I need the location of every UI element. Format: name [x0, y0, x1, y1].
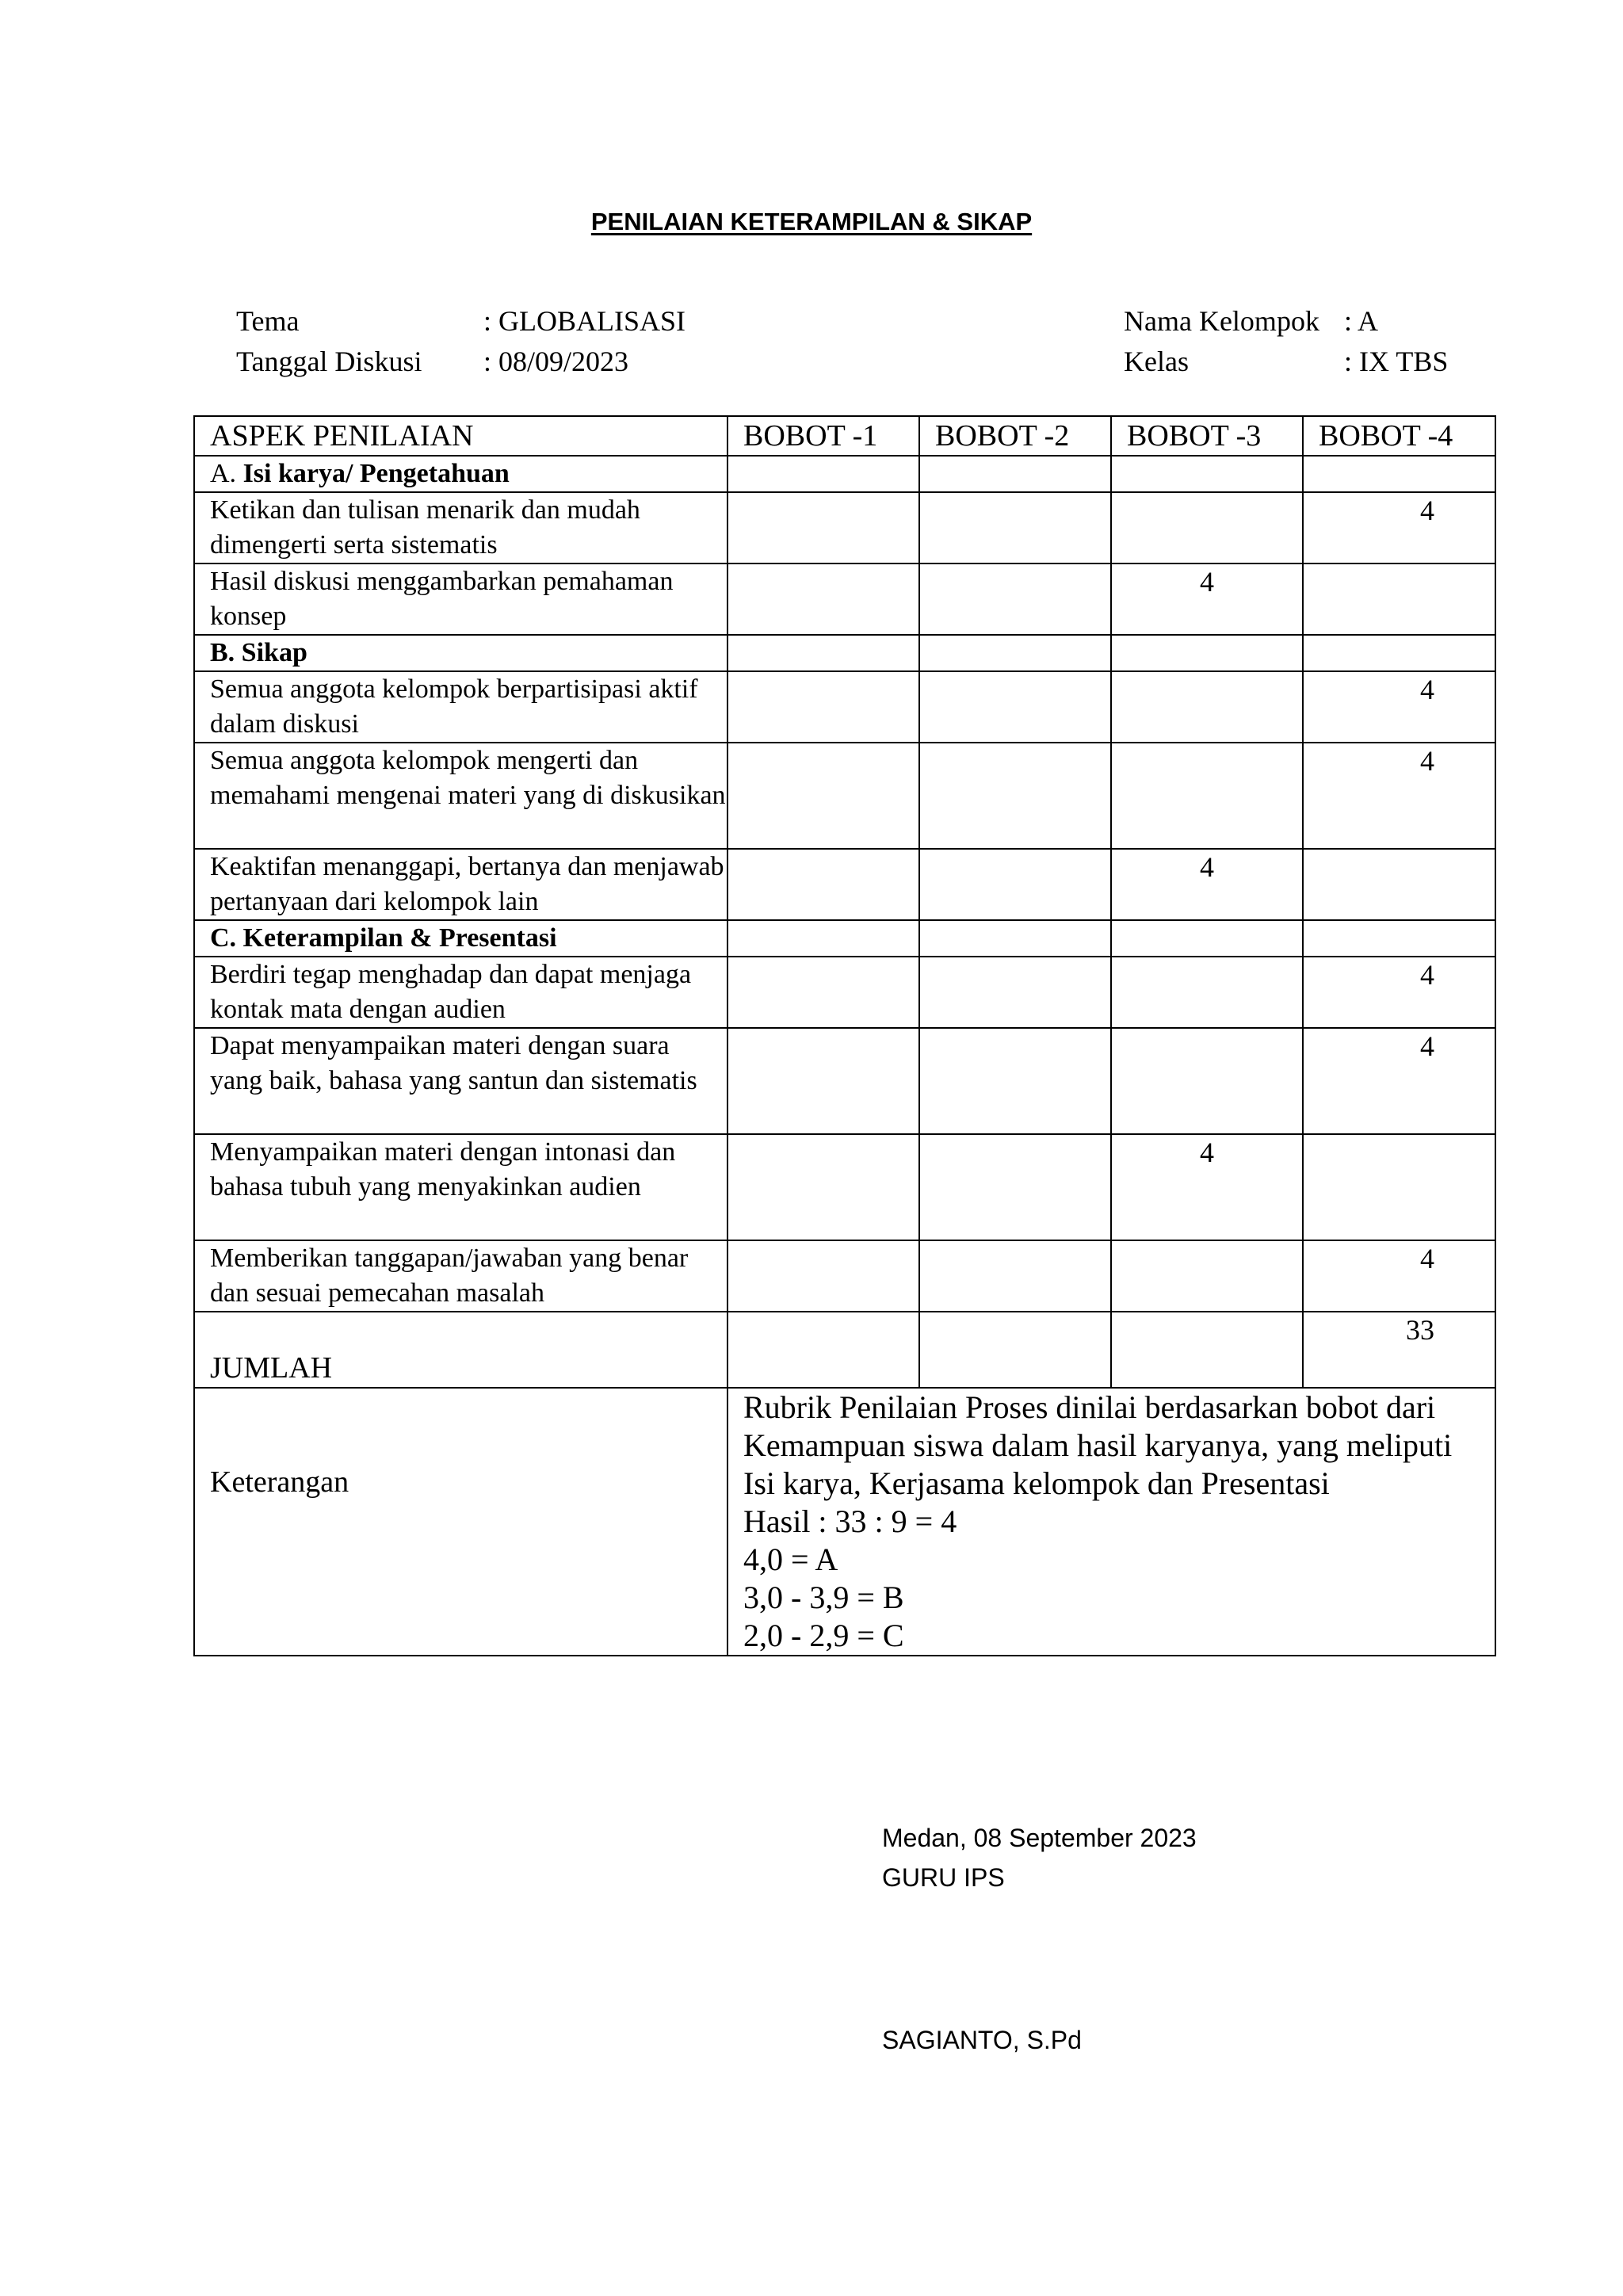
section-c-title: C. Keterampilan & Presentasi [210, 923, 557, 953]
header-bobot-4: BOBOT -4 [1303, 416, 1495, 456]
note-line: 2,0 - 2,9 = C [743, 1618, 904, 1653]
row-b1 [727, 1028, 919, 1134]
tanggal-value: : 08/09/2023 [483, 346, 629, 377]
row-label: Menyampaikan materi dengan intonasi dan bahasa tubuh yang menyakinkan audien [194, 1134, 727, 1240]
row-label: Memberikan tanggapan/jawaban yang benar dan sesuai pemecahan masalah [194, 1240, 727, 1312]
tanggal-label: Tanggal Diskusi [236, 346, 422, 377]
row-label: Berdiri tegap menghadap dan dapat menjaga kontak mata dengan audien [194, 957, 727, 1028]
table-row [194, 563, 1495, 635]
section-a-row [194, 456, 1495, 492]
header-bobot-2: BOBOT -2 [919, 416, 1111, 456]
row-b3: 4 [1111, 563, 1303, 635]
note-content [727, 1388, 1495, 1656]
note-label: Keterangan [194, 1388, 727, 1656]
row-b3 [1111, 1240, 1303, 1312]
kelompok-label: Nama Kelompok [1124, 305, 1319, 337]
row-b1 [727, 743, 919, 849]
table-row [194, 1028, 1495, 1134]
row-b4: 4 [1303, 1240, 1495, 1312]
document-title: PENILAIAN KETERAMPILAN & SIKAP [590, 208, 1033, 235]
row-b1 [727, 849, 919, 920]
note-line: 4,0 = A [743, 1541, 838, 1577]
row-b3 [1111, 743, 1303, 849]
row-b4 [1303, 563, 1495, 635]
row-b3 [1111, 671, 1303, 743]
row-b4: 4 [1303, 492, 1495, 563]
signature-place-date: Medan, 08 September 2023 [882, 1824, 1197, 1852]
row-b3 [1111, 1028, 1303, 1134]
note-row [194, 1388, 1495, 1656]
table-row [194, 743, 1495, 849]
row-b4 [1303, 1134, 1495, 1240]
section-a-prefix: A. [210, 459, 243, 488]
info-right [1124, 301, 1448, 382]
section-b-label [194, 635, 727, 671]
row-b1 [727, 563, 919, 635]
kelompok-value: : A [1344, 305, 1379, 337]
header-aspek: ASPEK PENILAIAN [194, 416, 727, 456]
tema-label: Tema [236, 305, 300, 337]
signature-role: GURU IPS [882, 1863, 1005, 1892]
row-b2 [919, 1028, 1111, 1134]
row-b4 [1303, 849, 1495, 920]
header-bobot-1: BOBOT -1 [727, 416, 919, 456]
section-a-title: Isi karya/ Pengetahuan [242, 459, 510, 488]
row-label: Ketikan dan tulisan menarik dan mudah dimengerti serta sistematis [194, 492, 727, 563]
total-row [194, 1312, 1495, 1388]
table-row [194, 849, 1495, 920]
row-b1 [727, 957, 919, 1028]
row-b4: 4 [1303, 1028, 1495, 1134]
table-row [194, 957, 1495, 1028]
row-b2 [919, 1134, 1111, 1240]
total-label: JUMLAH [194, 1312, 727, 1388]
section-a-label [194, 456, 727, 492]
row-b1 [727, 1134, 919, 1240]
row-b3: 4 [1111, 1134, 1303, 1240]
table-row [194, 1134, 1495, 1240]
row-label: Semua anggota kelompok berpartisipasi aktif dalam diskusi [194, 671, 727, 743]
row-b3 [1111, 957, 1303, 1028]
table-header-row [194, 416, 1495, 456]
note-line: Isi karya, Kerjasama kelompok dan Presentasi [743, 1465, 1330, 1501]
note-line: 3,0 - 3,9 = B [743, 1580, 904, 1615]
row-b3: 4 [1111, 849, 1303, 920]
assessment-table [193, 415, 1496, 1656]
signature-name: SAGIANTO, S.Pd [882, 2026, 1082, 2054]
section-c-label [194, 920, 727, 957]
kelas-label: Kelas [1124, 346, 1189, 377]
tema-value: : GLOBALISASI [483, 305, 686, 337]
row-b4: 4 [1303, 671, 1495, 743]
total-value: 33 [1303, 1312, 1495, 1388]
note-line: Kemampuan siswa dalam hasil karyanya, yang meliputi [743, 1427, 1453, 1463]
section-c-row [194, 920, 1495, 957]
row-b2 [919, 957, 1111, 1028]
row-b2 [919, 743, 1111, 849]
note-line: Hasil : 33 : 9 = 4 [743, 1503, 957, 1539]
row-b2 [919, 492, 1111, 563]
row-label: Keaktifan menanggapi, bertanya dan menjawab pertanyaan dari kelompok lain [194, 849, 727, 920]
row-label: Semua anggota kelompok mengerti dan memahami mengenai materi yang di diskusikan [194, 743, 727, 849]
row-b2 [919, 849, 1111, 920]
kelas-value: : IX TBS [1344, 346, 1449, 377]
section-b-title: B. Sikap [210, 638, 307, 667]
note-line: Rubrik Penilaian Proses dinilai berdasarkan bobot dari [743, 1389, 1436, 1425]
row-b2 [919, 1240, 1111, 1312]
row-b2 [919, 671, 1111, 743]
table-row [194, 1240, 1495, 1312]
info-left [236, 301, 685, 382]
row-b1 [727, 671, 919, 743]
table-row [194, 671, 1495, 743]
row-b1 [727, 492, 919, 563]
row-b4: 4 [1303, 743, 1495, 849]
row-b2 [919, 563, 1111, 635]
row-b1 [727, 1240, 919, 1312]
row-b3 [1111, 492, 1303, 563]
row-b4: 4 [1303, 957, 1495, 1028]
section-b-row [194, 635, 1495, 671]
row-label: Dapat menyampaikan materi dengan suara yang baik, bahasa yang santun dan sistematis [194, 1028, 727, 1134]
row-label: Hasil diskusi menggambarkan pemahaman konsep [194, 563, 727, 635]
table-row [194, 492, 1495, 563]
header-bobot-3: BOBOT -3 [1111, 416, 1303, 456]
